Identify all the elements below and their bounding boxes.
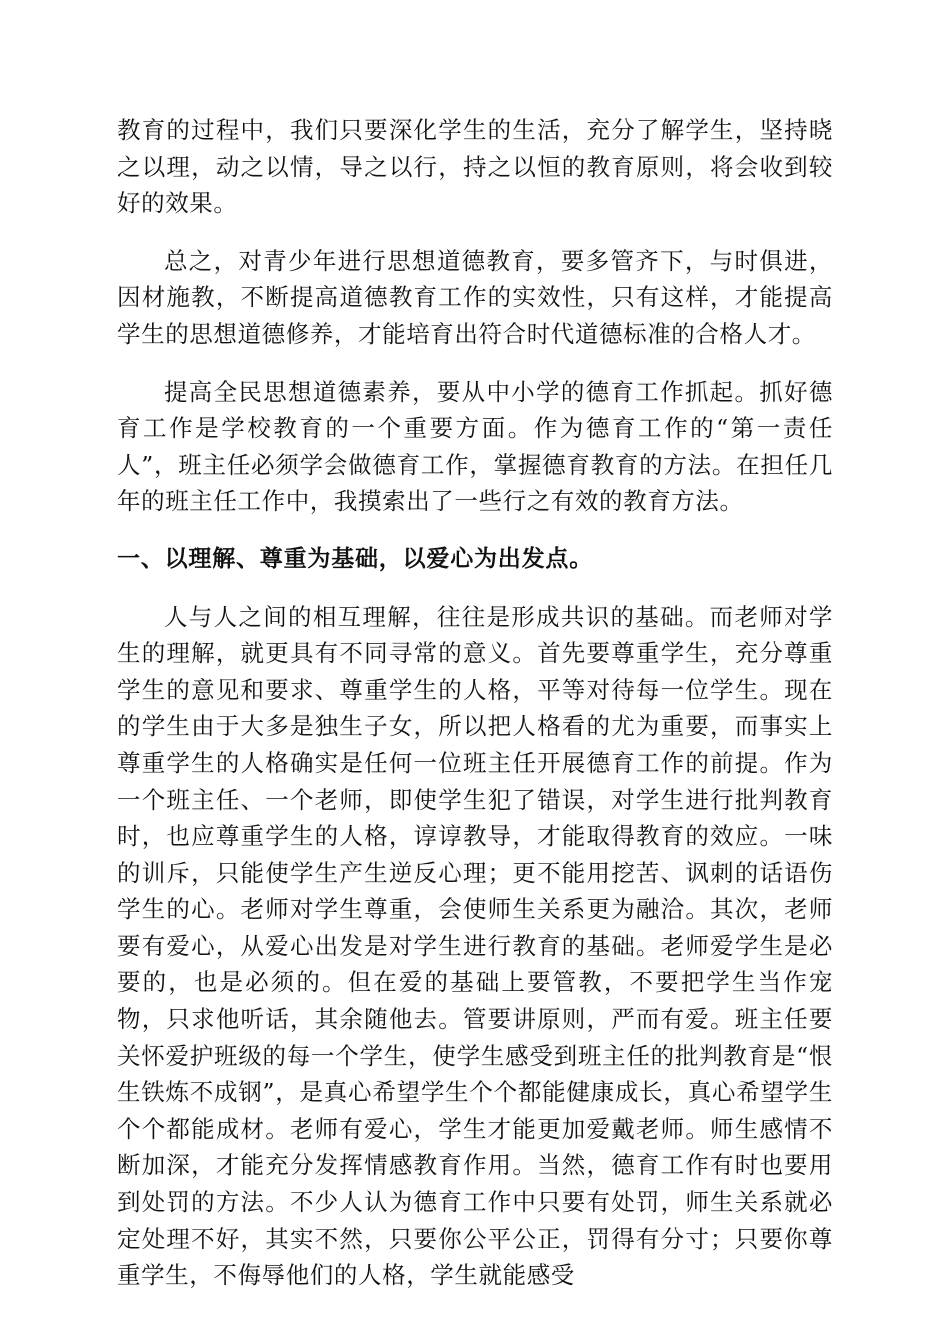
paragraph-intro: 提高全民思想道德素养，要从中小学的德育工作抓起。抓好德育工作是学校教育的一个重要方面。作为德育工作的“第一责任人”，班主任必须学会做德育工作，掌握德育教育的方法。在担任几年的班主任工作中，我摸索出了一些行之有效的教育方法。	[117, 377, 833, 516]
paragraph-body: 人与人之间的相互理解，往往是形成共识的基础。而老师对学生的理解，就更具有不同寻常的意义。首先要尊重学生，充分尊重学生的意见和要求、尊重学生的人格，平等对待每一位学生。现在的学生由于大多是独生子女，所以把人格看的尤为重要，而事实上尊重学生的人格确实是任何一位班主任开展德育工作的前提。作为一个班主任、一个老师，即使学生犯了错误，对学生进行批判教育时，也应尊重学生的人格，谆谆教导，才能取得教育的效应。一味的训斥，只能使学生产生逆反心理；更不能用挖苦、讽刺的话语伤学生的心。老师对学生尊重，会使师生关系更为融洽。其次，老师要有爱心，从爱心出发是对学生进行教育的基础。老师爱学生是必要的，也是必须的。但在爱的基础上要管教，不要把学生当作宠物，只求他听话，其余随他去。管要讲原则，严而有爱。班主任要关怀爱护班级的每一个学生，使学生感受到班主任的批判教育是“恨生铁炼不成钢”，是真心希望学生个个都能健康成长，真心希望学生个个都能成材。老师有爱心，学生才能更加爱戴老师。师生感情不断加深，才能充分发挥情感教育作用。当然，德育工作有时也要用到处罚的方法。不少人认为德育工作中只要有处罚，师生关系就必定处理不好，其实不然，只要你公平公正，罚得有分寸；只要你尊重学生，不侮辱他们的人格，学生就能感受	[117, 602, 833, 1290]
section-heading: 一、以理解、尊重为基础，以爱心为出发点。	[117, 545, 593, 572]
document-body	[117, 112, 833, 1294]
paragraph-summary: 总之，对青少年进行思想道德教育，要多管齐下，与时俱进，因材施教，不断提高道德教育工作的实效性，只有这样，才能提高学生的思想道德修养，才能培育出符合时代道德标准的合格人才。	[117, 246, 833, 348]
paragraph-continuation: 教育的过程中，我们只要深化学生的生活，充分了解学生，坚持晓之以理，动之以情，导之以行，持之以恒的教育原则，将会收到较好的效果。	[117, 116, 833, 218]
